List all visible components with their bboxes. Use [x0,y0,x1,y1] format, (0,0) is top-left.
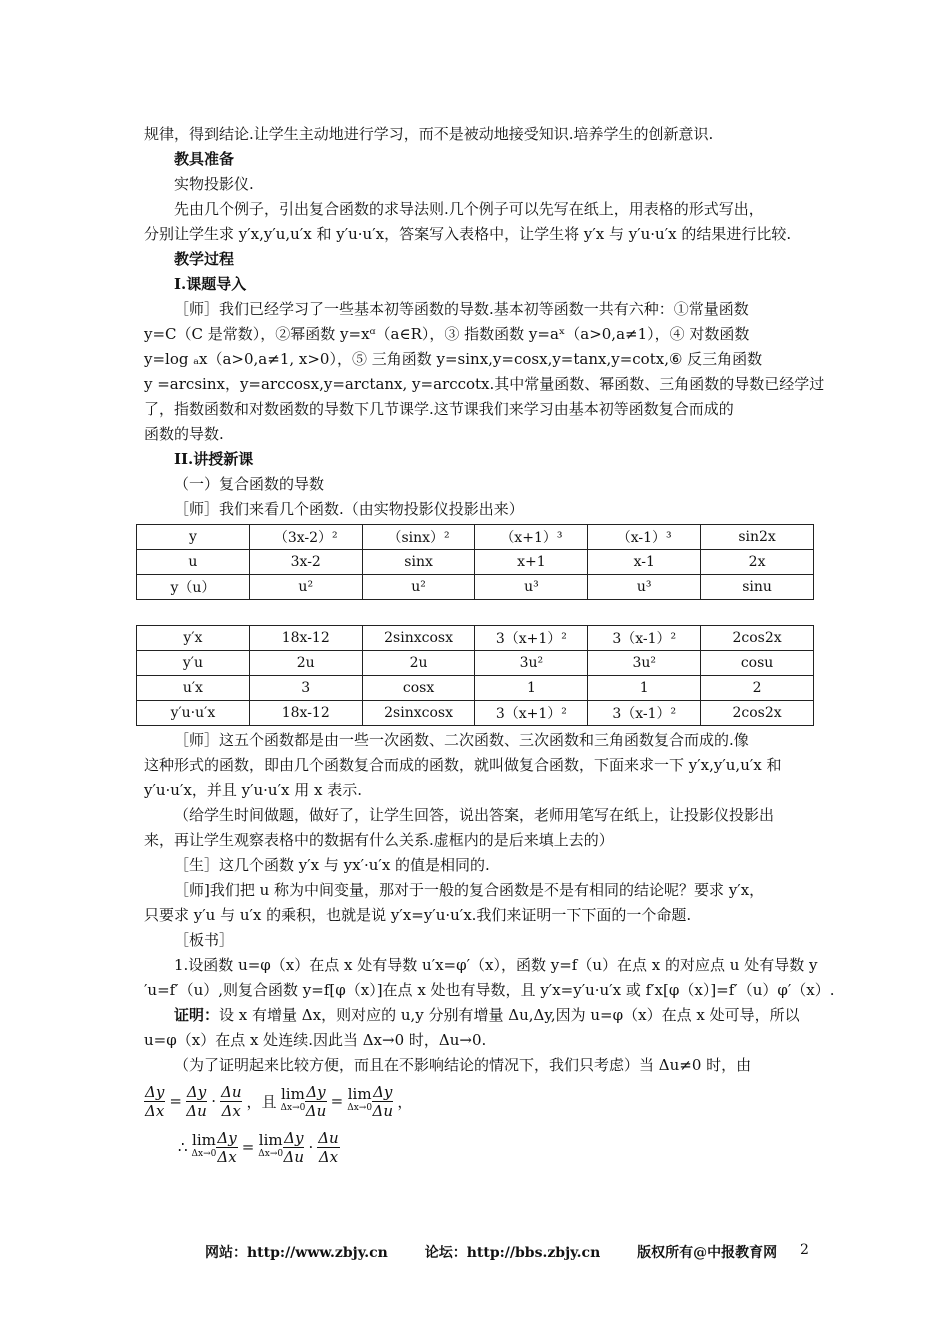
footer-site: 网站：http://www.zbjy.cn [205,1245,388,1261]
heading-tools: 教具准备 [174,150,235,168]
table-cell: 2x [701,550,814,575]
table-cell: 1 [475,676,588,701]
fraction-dy-dx [216,1129,237,1166]
table-cell: （3x-2）² [249,525,362,550]
table-cell: y（u） [137,575,250,600]
table-row [137,676,814,701]
denominator: Δx [217,1147,237,1166]
numerator: Δy [217,1128,237,1147]
table-cell: 3x-2 [249,550,362,575]
text-line: y′u·u′x，并且 y′u·u′x 用 x 表示. [144,781,362,799]
footer-forum: 论坛：http://bbs.zbjy.cn [424,1245,601,1261]
denominator: Δu [186,1101,207,1120]
table-cell: 3（x-1）² [588,626,701,651]
page-number: 2 [800,1242,809,1258]
table-cell: （sinx）² [362,525,475,550]
text-line: ［板书］ [174,931,235,949]
limit-subscript: Δx→0 [280,1103,306,1113]
table-cell: 2sinxcosx [362,626,475,651]
text-line: ［师］我们已经学习了一些基本初等函数的导数.基本初等函数一共有六种：①常量函数 [174,300,749,318]
text-line: 1.设函数 u=φ（x）在点 x 处有导数 u′x=φ′（x），函数 y=f（u）在点 x 的对应点 u 处有导数 y [174,956,818,974]
equals-sign: = [169,1092,182,1110]
table-row [137,651,814,676]
denominator: Δx [318,1147,339,1166]
text-line: （为了证明起来比较方便，而且在不影响结论的情况下，我们只考虑）当 Δu≠0 时，由 [174,1056,752,1074]
table-row [137,701,814,726]
heading-process: 教学过程 [174,250,235,268]
table-cell: cosu [701,651,814,676]
text-line: y=C（C 是常数），②幂函数 y=xᵅ（a∈R），③ 指数函数 y=aˣ（a>0,a≠1），④ 对数函数 [144,325,750,343]
text-line: 了，指数函数和对数函数的导数下几节课学.这节课我们来学习由基本初等函数复合而成的 [144,400,734,418]
table-cell: u [137,550,250,575]
table-cell: cosx [362,676,475,701]
text-line: ［师］这五个函数都是由一些一次函数、二次函数、三次函数和三角函数复合而成的.像 [174,731,749,749]
equals-sign: = [330,1092,344,1110]
table-cell: 3（x+1）² [475,701,588,726]
table-cell: 1 [588,676,701,701]
table-cell: 18x-12 [249,626,362,651]
fraction-dy-du [305,1083,326,1120]
dot-operator: · [211,1092,216,1110]
fraction-du-dx [220,1083,243,1120]
text-line: 来，再让学生观察表格中的数据有什么关系.虚框内的是后来填上去的） [144,831,614,849]
limit [258,1133,283,1161]
text-line: 实物投影仪. [174,175,254,193]
table-cell: 3（x-1）² [588,701,701,726]
table-cell: u³ [475,575,588,600]
footer-copyright: 版权所有@中报教育网 [637,1245,778,1261]
denominator: Δx [221,1101,241,1120]
table-cell: 3 [249,676,362,701]
formula-ratio [144,1078,816,1124]
fraction-du-dx [317,1129,340,1166]
table-cell: 3u² [475,651,588,676]
function-table-2 [136,625,814,726]
table-cell: sinx [362,550,475,575]
therefore-sign: ∴ [178,1138,188,1156]
table-row [137,550,814,575]
text-line: 规律，得到结论.让学生主动地进行学习，而不是被动地接受知识.培养学生的创新意识. [144,125,714,143]
table-cell: sinu [701,575,814,600]
denominator: Δx [145,1101,165,1120]
numerator: Δu [318,1128,339,1147]
formula-limit [144,1124,816,1170]
table-cell: y′u·u′x [137,701,250,726]
text-line: ［师]我们把 u 称为中间变量，那对于一般的复合函数是不是有相同的结论呢？要求 y′x， [174,881,765,899]
comma: ， [397,1092,413,1111]
table-row [137,626,814,651]
text-line: 只要求 y′u 与 u′x 的乘积，也就是说 y′x=y′u·u′x.我们来证明一下下面的一个命题. [144,906,692,924]
table-cell: y [137,525,250,550]
dot-operator: · [308,1138,314,1156]
text-line: y =arcsinx，y=arccosx,y=arctanx, y=arccotx.其中常量函数、幂函数、三角函数的导数已经学过 [144,375,825,393]
limit-word: lim [281,1085,305,1103]
text-line: ［师］我们来看几个函数.（由实物投影仪投影出来） [174,500,524,518]
table-cell: y′x [137,626,250,651]
page-footer [205,1242,809,1262]
table-cell: y′u [137,651,250,676]
proof-label: 证明： [174,1006,220,1024]
table-cell: 2sinxcosx [362,701,475,726]
table-cell: x+1 [475,550,588,575]
numerator: Δy [145,1082,165,1101]
fraction-dy-du [372,1083,393,1120]
table-cell: 2u [249,651,362,676]
numerator: Δy [373,1082,393,1101]
numerator: Δy [306,1082,326,1101]
denominator: Δu [372,1101,393,1120]
table-cell: 3u² [588,651,701,676]
limit-subscript: Δx→0 [191,1149,217,1159]
limit-subscript: Δx→0 [258,1149,284,1159]
limit-word: lim [258,1131,283,1149]
text-line: 分别让学生求 y′x,y′u,u′x 和 y′u·u′x，答案写入表格中，让学生将 y′x 与 y′u·u′x 的结果进行比较. [144,225,792,243]
text-line: u=φ（x）在点 x 处连续.因此当 Δx→0 时，Δu→0. [144,1031,487,1049]
text-line: 函数的导数. [144,425,224,443]
numerator: Δy [186,1082,207,1101]
proof-text: 设 x 有增量 Δx，则对应的 u,y 分别有增量 Δu,Δy,因为 u=φ（x）在点 x 处可导，所以 [219,1006,800,1024]
heading-intro: I.课题导入 [174,275,247,293]
limit-subscript: Δx→0 [347,1103,373,1113]
table-cell: u³ [588,575,701,600]
equals-sign: = [241,1138,255,1156]
fraction-dy-du [186,1083,207,1120]
table-row [137,525,814,550]
numerator: Δy [284,1128,304,1147]
table-cell: x-1 [588,550,701,575]
table-cell: 18x-12 [249,701,362,726]
table-cell: 2cos2x [701,701,814,726]
limit-word: lim [192,1131,216,1149]
text-line: y=log ₐx（a>0,a≠1, x>0），⑤ 三角函数 y=sinx,y=cosx,y=tanx,y=cotx,⑥ 反三角函数 [144,350,763,368]
denominator: Δu [305,1101,327,1120]
document-body [144,122,835,1170]
fraction-dy-du [283,1129,304,1166]
fraction-dy-dx [144,1083,165,1120]
subheading: （一）复合函数的导数 [174,475,325,493]
proof-line [144,1003,816,1028]
denominator: Δu [283,1147,305,1166]
text-line: （给学生时间做题，做好了，让学生回答，说出答案，老师用笔写在纸上，让投影仪投影出 [174,806,775,824]
numerator: Δu [220,1082,242,1101]
limit [347,1087,372,1115]
text-line: 先由几个例子，引出复合函数的求导法则.几个例子可以先写在纸上，用表格的形式写出， [174,200,764,218]
limit [281,1087,306,1115]
table-cell: 2 [701,676,814,701]
table-cell: 2u [362,651,475,676]
table-cell: （x-1）³ [588,525,701,550]
table-cell: u² [362,575,475,600]
function-table-1 [136,524,814,600]
table-cell: sin2x [701,525,814,550]
table-cell: （x+1）³ [475,525,588,550]
conjunction-text: ，且 [246,1092,277,1111]
table-cell: 3（x+1）² [475,626,588,651]
limit-word: lim [347,1085,372,1103]
text-line: ′u=f′（u）,则复合函数 y=f[φ（x）]在点 x 处也有导数，且 y′x=y′u·u′x 或 f′x[φ（x）]=f′（u）φ′（x）. [144,981,835,999]
table-cell: u² [249,575,362,600]
text-line: 这种形式的函数，即由几个函数复合而成的函数，就叫做复合函数，下面来求一下 y′x,y′u,u′x 和 [144,756,782,774]
table-row [137,575,814,600]
table-cell: 2cos2x [701,626,814,651]
heading-new-lesson: II.讲授新课 [174,450,254,468]
table-cell: u′x [137,676,250,701]
text-line: ［生］这几个函数 y′x 与 yx′·u′x 的值是相同的. [174,856,490,874]
limit [192,1133,217,1161]
